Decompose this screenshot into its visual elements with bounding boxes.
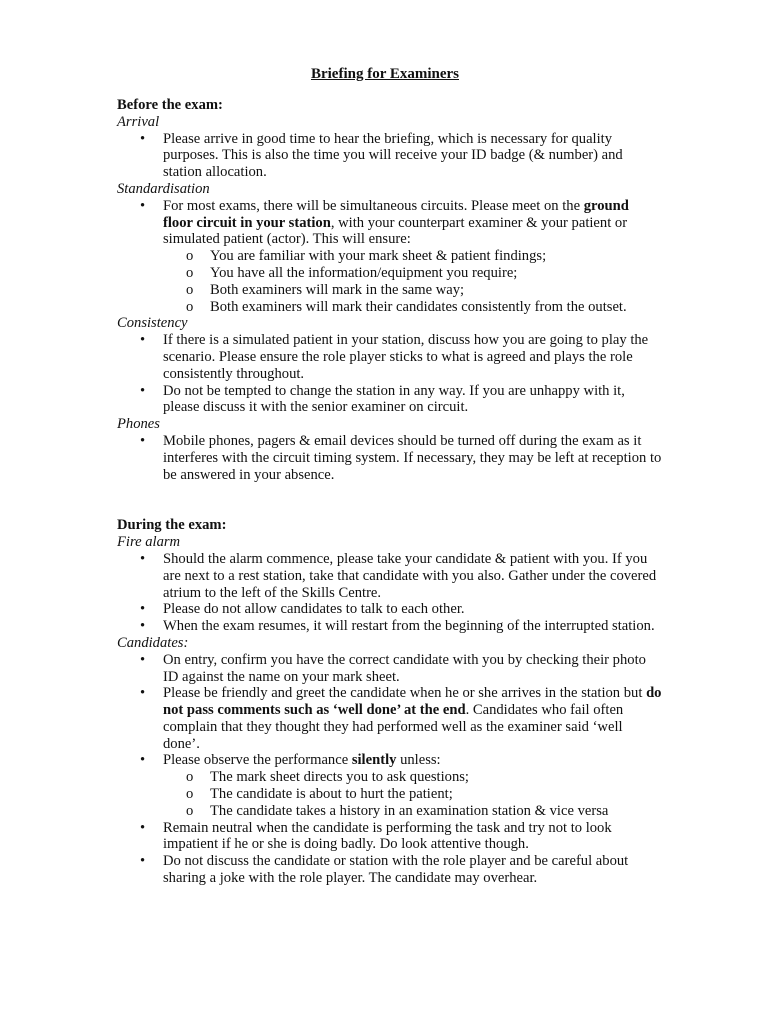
section-heading: Before the exam: xyxy=(117,97,223,113)
subheading-consistency: Consistency xyxy=(117,315,188,332)
section-before-exam xyxy=(117,97,662,483)
list-item: • Do not be tempted to change the station in any way. If you are unhappy with it, please discuss it with the senior examiner on circuit. xyxy=(117,383,662,417)
list-item: • On entry, confirm you have the correct candidate with you by checking their photo ID against the name on your mark sheet. xyxy=(117,652,662,686)
subheading-standardisation: Standardisation xyxy=(117,180,210,197)
subheading-phones: Phones xyxy=(117,416,160,433)
list-item xyxy=(117,685,662,752)
subheading-fire-alarm: Fire alarm xyxy=(117,534,181,551)
sub-list-item: o The mark sheet directs you to ask questions; xyxy=(117,769,662,786)
section-spacer xyxy=(117,483,662,517)
item-text: , with your counterpart examiner & your patient or simulated patient (actor). This will ensure: xyxy=(163,214,628,248)
subheading-candidates: Candidates: xyxy=(117,634,189,651)
candidates-list xyxy=(117,652,662,770)
arrival-list xyxy=(117,131,662,181)
phones-list xyxy=(117,433,662,483)
subheading-arrival: Arrival xyxy=(117,113,160,130)
item-bold-text: silently xyxy=(351,752,397,769)
list-item xyxy=(117,198,662,248)
sub-list-item: o The candidate takes a history in an examination station & vice versa xyxy=(117,803,662,820)
list-item: • Mobile phones, pagers & email devices should be turned off during the exam as it interferes with the circuit timing system. If necessary, they may be left at reception to be answered in your absence. xyxy=(117,433,662,483)
item-bold-text: do not pass comments such as ‘well done’ at the end xyxy=(163,685,662,719)
candidates-list-continued xyxy=(117,820,662,887)
list-item: • Remain neutral when the candidate is performing the task and try not to look impatient if he or she is doing badly. Do look attentive though. xyxy=(117,820,662,854)
sub-list-item: o The candidate is about to hurt the patient; xyxy=(117,786,662,803)
list-item: • Please arrive in good time to hear the briefing, which is necessary for quality purposes. This is also the time you will receive your ID badge (& number) and station allocation. xyxy=(117,131,662,181)
section-heading: During the exam: xyxy=(117,517,227,534)
document-body xyxy=(117,97,662,887)
section-during-exam xyxy=(117,517,662,887)
sub-list-item: o You are familiar with your mark sheet & patient findings; xyxy=(117,248,662,265)
list-item: • Do not discuss the candidate or station with the role player and be careful about sharing a joke with the role player. The candidate may overhear. xyxy=(117,853,662,887)
item-text: unless: xyxy=(396,752,441,769)
list-item: • Should the alarm commence, please take your candidate & patient with you. If you are next to a rest station, take that candidate with you also. Gather under the covered atrium to the left of the Skills Centre. xyxy=(117,551,662,601)
list-item: • If there is a simulated patient in your station, discuss how you are going to play the scenario. Please ensure the role player sticks to what is agreed and plays the role consistently throughout. xyxy=(117,332,662,382)
item-bold-text: ground floor circuit in your station xyxy=(163,197,629,231)
list-item: • Please do not allow candidates to talk to each other. xyxy=(117,601,662,618)
consistency-list xyxy=(117,332,662,416)
candidates-sublist xyxy=(117,769,662,819)
document-title: Briefing for Examiners xyxy=(310,66,460,82)
item-text: . Candidates who fail often complain that they thought they had performed well as the examiner said ‘well done’. xyxy=(163,702,624,752)
standardisation-sublist xyxy=(117,248,662,315)
item-text: Please be friendly and greet the candidate when he or she arrives in the station but xyxy=(163,685,647,702)
fire-alarm-list xyxy=(117,551,662,635)
item-text: For most exams, there will be simultaneous circuits. Please meet on the xyxy=(163,197,584,214)
sub-list-item: o Both examiners will mark their candidates consistently from the outset. xyxy=(117,299,662,316)
item-text: Please observe the performance xyxy=(163,752,352,769)
sub-list-item: o You have all the information/equipment you require; xyxy=(117,265,662,282)
list-item: • When the exam resumes, it will restart from the beginning of the interrupted station. xyxy=(117,618,662,635)
standardisation-list xyxy=(117,198,662,248)
sub-list-item: o Both examiners will mark in the same way; xyxy=(117,282,662,299)
list-item xyxy=(117,752,662,769)
